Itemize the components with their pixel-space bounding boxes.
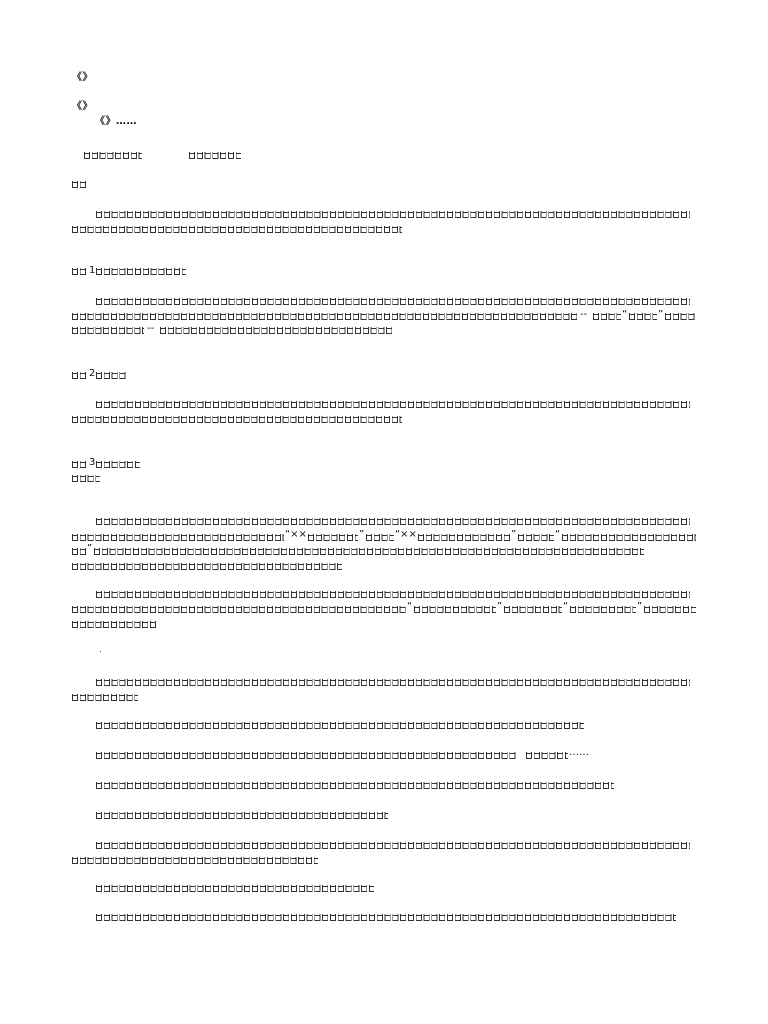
section-3-p1-line-2e [518, 534, 554, 541]
section-3-heading [96, 461, 140, 468]
section-3-p2-quote-i: “ [563, 601, 569, 612]
section-1-open-quote: “ [622, 309, 628, 320]
section-3-p2-quote-h: ” [497, 601, 503, 612]
paragraph-b-line-1 [96, 722, 584, 729]
section-1-heading-prefix [72, 268, 86, 275]
section-3-p2-line-3 [72, 621, 158, 628]
section-3-heading-number: 3 [89, 457, 96, 468]
section-2-heading-prefix [72, 372, 86, 379]
paragraph-g-line-1 [96, 885, 374, 892]
section-3-p1-line-1 [96, 518, 690, 525]
section-3-p1-line-2c [366, 534, 394, 541]
bullet-dot: . [99, 645, 102, 655]
section-3-p1-line-2b [308, 534, 358, 541]
section-3-p1-line-2a [72, 534, 284, 541]
paragraph-f-line-2 [72, 857, 318, 864]
paragraph-a-line-2 [72, 694, 138, 701]
section-3-p1-line-3b [94, 548, 644, 555]
paragraph-c-line-1a [96, 752, 516, 759]
section-2-line-1 [96, 401, 690, 408]
paragraph-f-line-1 [96, 842, 690, 849]
abstract-line-1 [96, 211, 690, 218]
title-line-1: 《》 [72, 72, 93, 83]
subtitle: 《》…… [95, 116, 137, 127]
paragraph-h-line-1 [96, 914, 676, 921]
section-3-p1-quote-f: ” [87, 543, 93, 554]
section-1-line-1 [96, 298, 690, 305]
section-3-p1-line-2d [418, 534, 510, 541]
section-3-p1-quote-c: “×× [395, 529, 417, 540]
section-2-heading [96, 372, 126, 379]
title-line-2: 《》 [72, 101, 93, 112]
section-3-p2-line-2a [72, 606, 406, 613]
section-1-line-3b [160, 327, 394, 334]
section-3-p1-quote-b: ” [359, 529, 365, 540]
paragraph-c-line-1b [526, 752, 568, 759]
section-3-p1-line-4 [72, 563, 342, 570]
abstract-heading [72, 181, 86, 188]
section-3-subheading [72, 475, 100, 482]
paragraph-e-line-1 [96, 812, 388, 819]
section-1-line-2d [665, 313, 695, 320]
paragraph-a-line-1 [96, 679, 690, 686]
section-3-p2-line-1 [96, 591, 690, 598]
section-1-close-quote: ” [658, 309, 664, 320]
byline-right [189, 152, 241, 159]
section-3-p1-quote-a: “×× [285, 529, 307, 540]
section-3-p2-quote-g: “ [407, 601, 413, 612]
section-1-line-2b [593, 313, 621, 320]
section-3-p2-quote-j: ” [637, 601, 643, 612]
abstract-line-2 [72, 226, 402, 233]
section-3-p2-line-2c [504, 606, 562, 613]
section-1-line-2a [72, 313, 578, 320]
section-3-p1-quote-e: “ [555, 529, 561, 540]
section-2-line-2 [72, 416, 402, 423]
section-3-p1-line-3a [72, 548, 86, 555]
section-1-heading [96, 268, 186, 275]
section-1-dashes-1: -- [580, 309, 588, 320]
section-3-p2-line-2b [414, 606, 496, 613]
section-1-heading-number: 1 [89, 265, 96, 276]
section-1-dashes-2: -- [147, 323, 155, 334]
section-3-p2-line-2d [570, 606, 636, 613]
section-2-heading-number: 2 [89, 368, 96, 379]
paragraph-c-ellipsis: …… [569, 747, 589, 758]
section-3-p1-line-2f [562, 534, 696, 541]
section-3-p2-line-2e [644, 606, 696, 613]
byline-left [84, 152, 142, 159]
section-3-heading-prefix [72, 461, 86, 468]
section-3-p1-quote-d: ” [511, 529, 517, 540]
section-1-line-2c [629, 313, 657, 320]
section-1-line-3a [72, 327, 144, 334]
paragraph-d-line-1 [96, 782, 614, 789]
